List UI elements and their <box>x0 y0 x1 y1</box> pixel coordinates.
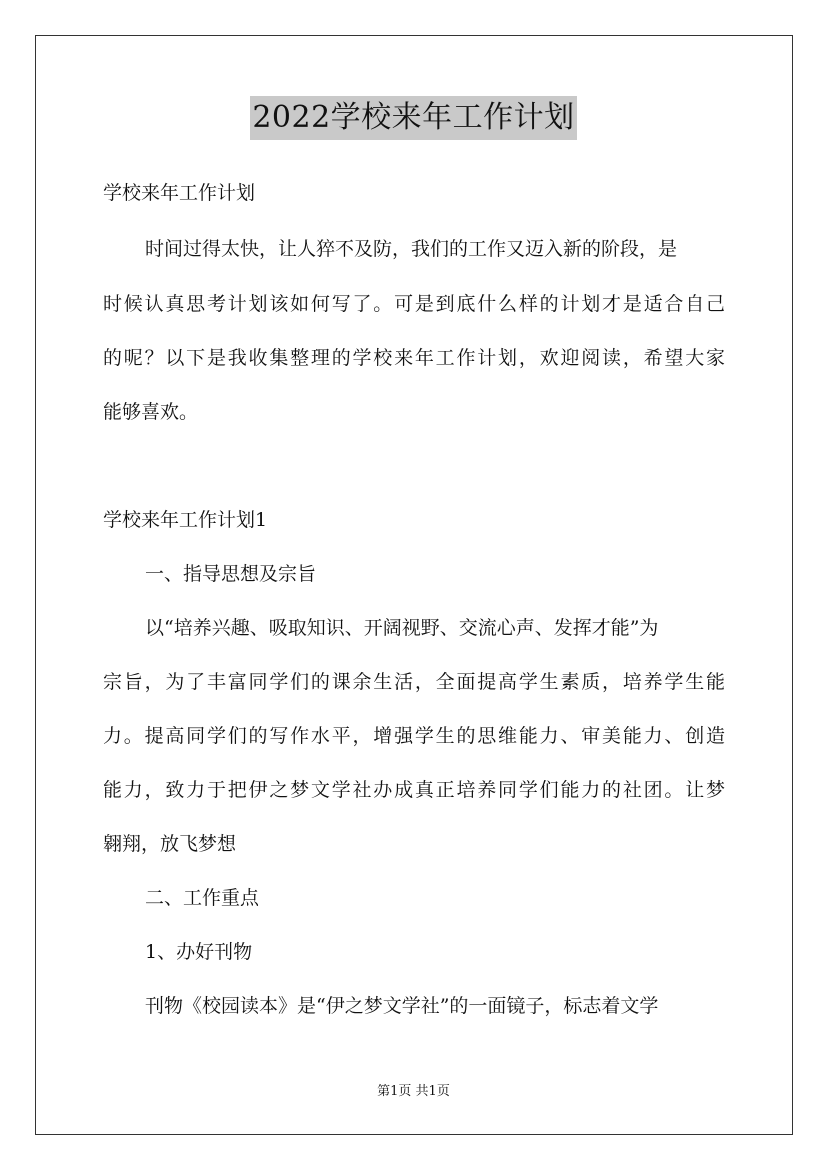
paragraph-line: 宗旨，为了丰富同学们的课余生活，全面提高学生素质，培养学生能 <box>103 671 725 693</box>
section-heading: 学校来年工作计划 <box>103 182 256 204</box>
paragraph-line: 的呢？以下是我收集整理的学校来年工作计划，欢迎阅读，希望大家 <box>103 347 725 369</box>
subheading: 二、工作重点 <box>145 887 260 909</box>
paragraph-line: 能力，致力于把伊之梦文学社办成真正培养同学们能力的社团。让梦 <box>103 779 725 801</box>
paragraph-line: 以“培养兴趣、吸取知识、开阔视野、交流心声、发挥才能”为 <box>145 617 659 639</box>
paragraph-line: 翱翔，放飞梦想 <box>103 833 237 855</box>
document-title: 2022学校来年工作计划 <box>250 96 576 140</box>
paragraph-line: 能够喜欢。 <box>103 401 199 423</box>
paragraph-line: 力。提高同学们的写作水平，增强学生的思维能力、审美能力、创造 <box>103 725 725 747</box>
paragraph-line: 时间过得太快，让人猝不及防，我们的工作又迈入新的阶段，是 <box>145 238 678 260</box>
subheading: 一、指导思想及宗旨 <box>145 563 317 585</box>
paragraph-line: 刊物《校园读本》是“伊之梦文学社”的一面镜子，标志着文学 <box>145 995 659 1017</box>
document-title-block <box>0 96 827 140</box>
page-footer: 第1页 共1页 <box>377 1084 450 1099</box>
section-heading: 学校来年工作计划1 <box>103 509 268 531</box>
paragraph-line: 时候认真思考计划该如何写了。可是到底什么样的计划才是适合自己 <box>103 293 725 315</box>
subheading: 1、办好刊物 <box>145 941 253 963</box>
